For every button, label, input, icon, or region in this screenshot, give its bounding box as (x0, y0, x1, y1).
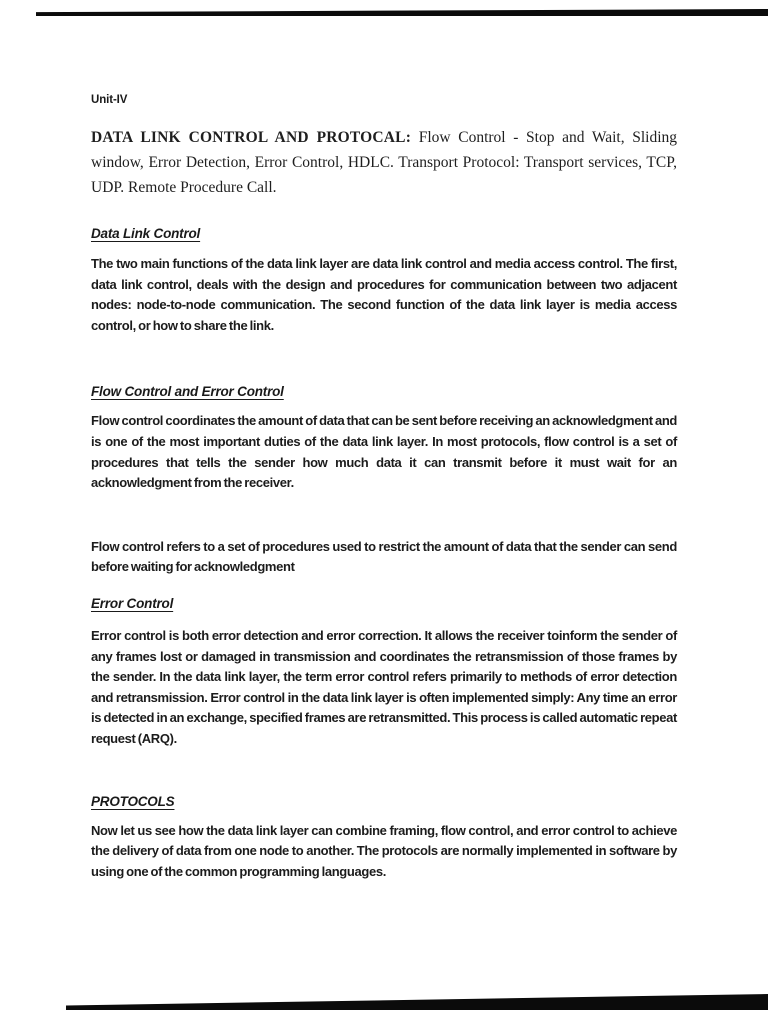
section-heading-flow-control-and-error-control: Flow Control and Error Control (91, 384, 284, 400)
paragraph-flow-control-refers: Flow control refers to a set of procedures used to restrict the amount of data that the sender can send before waiting for acknowledgment (91, 538, 677, 575)
paragraph-protocols: Now let us see how the data link layer can combine framing, flow control, and error control to achieve the delivery of data from one node to another. The protocols are normally implemented in software by using one of the common programming languages. (91, 822, 677, 879)
paragraph-data-link-control: The two main functions of the data link layer are data link control and media access control. The first, data link control, deals with the design and procedures for communication between two adjacent nodes: node-to-node communication. The second function of the data link layer is media access control, or how to share the link. (91, 256, 677, 333)
document-content (91, 0, 677, 882)
section-heading-error-control: Error Control (91, 595, 174, 611)
section-heading-protocols: PROTOCOLS (91, 793, 175, 809)
scan-artifact-bottom (66, 994, 768, 1010)
document-title-lead: DATA LINK CONTROL AND PROTOCAL: (91, 129, 412, 146)
paragraph-flow-control-coordinates: Flow control coordinates the amount of data that can be sent before receiving an acknowledgment and is one of the most important duties of the data link layer. In most protocols, flow control is a set of procedures that tells the sender how much data it can transmit before it must wait for an acknowledgment from the receiver. (91, 413, 678, 491)
section-heading-data-link-control: Data Link Control (91, 226, 201, 241)
document-title-rest: Flow Control - Stop and Wait, Sliding window, Error Detection, Error Control, HDLC. Transport Protocol: Transport services, TCP, UDP. Remote Procedure Call. (91, 129, 678, 196)
document-title (91, 125, 677, 200)
paragraph-error-control: Error control is both error detection and error correction. It allows the receiver toinform the sender of any frames lost or damaged in transmission and coordinates the retransmission of those frames by the sender. In the data link layer, the term error control refers primarily to methods of error detection and retransmission. Error control in the data link layer is often implemented simply: Any time an error is detected in an exchange, specified frames are retransmitted. This process is called automatic repeat request (ARQ). (91, 627, 677, 746)
unit-label: Unit-IV (91, 94, 128, 106)
